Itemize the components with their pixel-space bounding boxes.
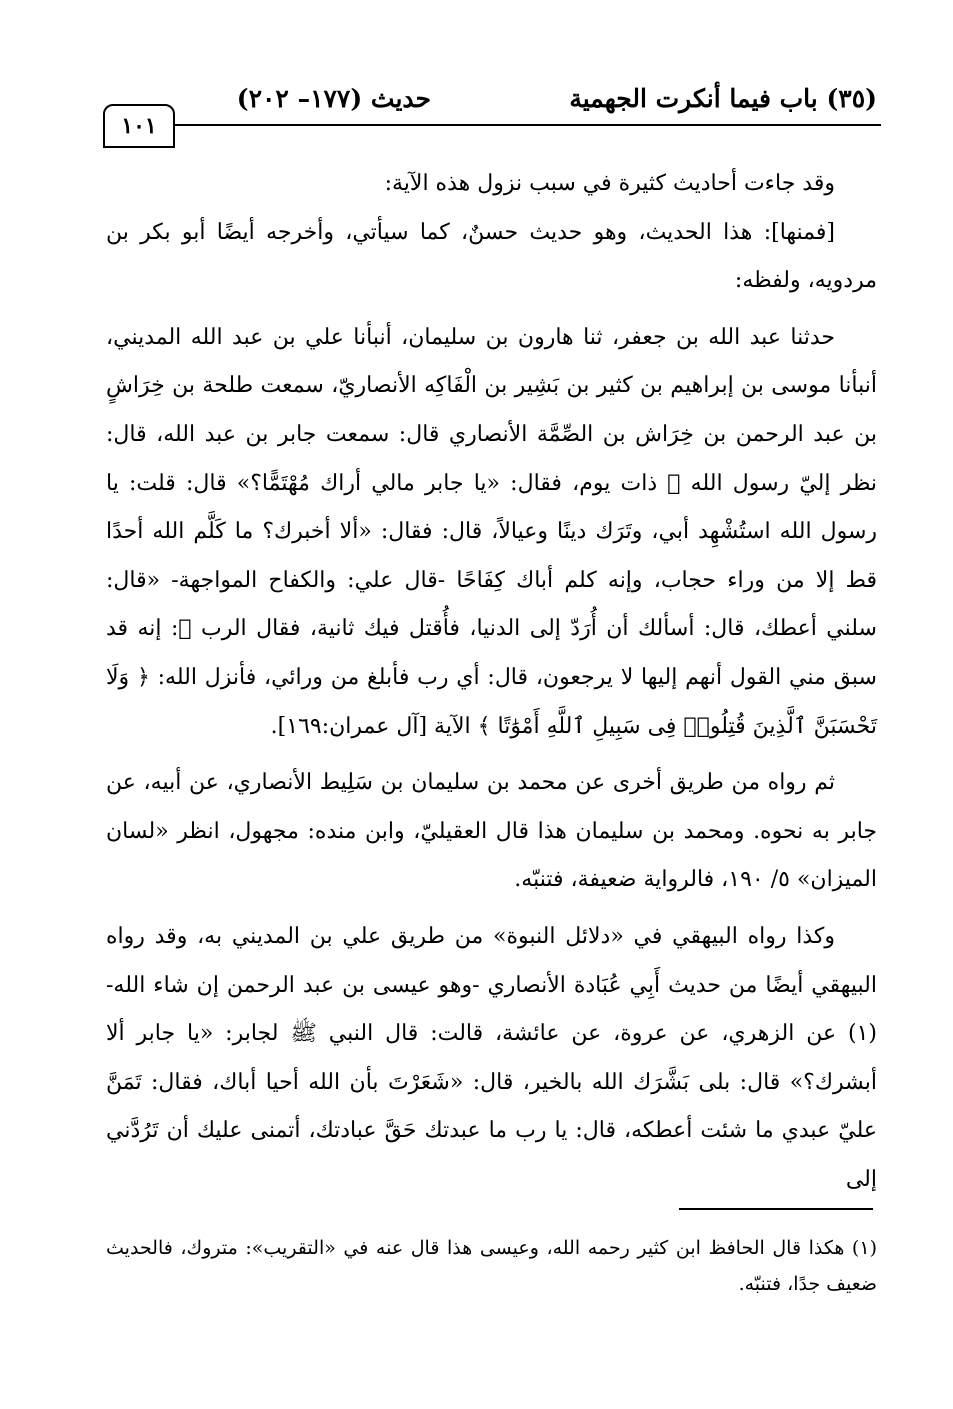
header-rule bbox=[103, 124, 881, 126]
paragraph-isnad: حدثنا عبد الله بن جعفر، ثنا هارون بن سليمان، أنبأنا علي بن عبد الله المديني، أنبأنا موسى بن إبراهيم بن كثير بن بَشِير بن الْفَاكِه الأنصاريّ، سمعت طلحة بن خِرَاشٍ بن عبد الرحمن بن خِرَاش بن الصِّمَّة الأنصاري قال: سمعت جابر بن عبد الله، قال: نظر إليّ رسول الله ﷺ ذات يوم، فقال: «يا جابر مالي أراك مُهْتَمًّا؟» قال: قلت: يا رسول الله استُشْهِد أبي، وتَرَك دينًا وعيالاً، قال: فقال: «ألا أخبرك؟ ما كَلَّم الله أحدًا قط إلا من وراء حجاب، وإنه كلم أباك كِفَاحًا -قال علي: والكفاح المواجهة- «قال: سلني أعطك، قال: أسألك أن أُرَدّ إلى الدنيا، فأُقتل فيك ثانية، فقال الرب ﷻ: إنه قد سبق مني القول أنهم إليها لا يرجعون، قال: أي رب فأبلغ من ورائي، فأنزل الله: ﴿ وَلَا تَحْسَبَنَّ ٱلَّذِينَ قُتِلُوا۟ فِى سَبِيلِ ٱللَّهِ أَمْوَٰتًا ﴾ الآية [آل عمران:١٦٩]. bbox=[106, 324, 877, 739]
paragraph-other-route: ثم رواه من طريق أخرى عن محمد بن سليمان بن سَلِيط الأنصاري، عن أبيه، عن جابر به نحوه. ومحمد بن سليمان هذا قال العقيليّ، وابن منده: مجهول، انظر «لسان الميزان» ٥/ ١٩٠، فالرواية ضعيفة، فتنبّه. bbox=[106, 770, 877, 893]
main-text bbox=[106, 160, 877, 1204]
footnote-text: (١) هكذا قال الحافظ ابن كثير رحمه الله، وعيسى هذا قال عنه في «التقريب»: متروك، فالحديث ضعيف جدًا، فتنبّه. bbox=[106, 1237, 877, 1295]
running-header bbox=[103, 84, 881, 134]
hadith-range: حديث (١٧٧– ٢٠٢) bbox=[236, 84, 431, 113]
paragraph-first-hadith: [فمنها]: هذا الحديث، وهو حديث حسنٌ، كما سيأتي، وأخرجه أيضًا أبو بكر بن مردويه، ولفظه: bbox=[106, 219, 877, 294]
footnote bbox=[106, 1230, 877, 1302]
footnote-separator bbox=[679, 1208, 873, 1210]
page-number: ١٠١ bbox=[103, 104, 175, 148]
chapter-title: (٣٥) باب فيما أنكرت الجهمية bbox=[569, 84, 877, 113]
paragraph-intro: وقد جاءت أحاديث كثيرة في سبب نزول هذه الآية: bbox=[384, 171, 835, 196]
paragraph-bayhaqi: وكذا رواه البيهقي في «دلائل النبوة» من طريق علي بن المديني به، وقد رواه البيهقي أيضًا من حديث أَبِي عُبَادة الأنصاري -وهو عيسى بن عبد الرحمن إن شاء الله- (١) عن الزهري، عن عروة، عن عائشة، قالت: قال النبي ﷺ لجابر: «يا جابر ألا أبشرك؟» قال: بلى بَشَّرَك الله بالخير، قال: «شَعَرْتَ بأن الله أحيا أباك، فقال: تَمَنَّ عليّ عبدي ما شئت أعطكه، قال: يا رب ما عبدتك حَقَّ عبادتك، أتمنى عليك أن تَرُدَّني إلى bbox=[106, 923, 877, 1192]
